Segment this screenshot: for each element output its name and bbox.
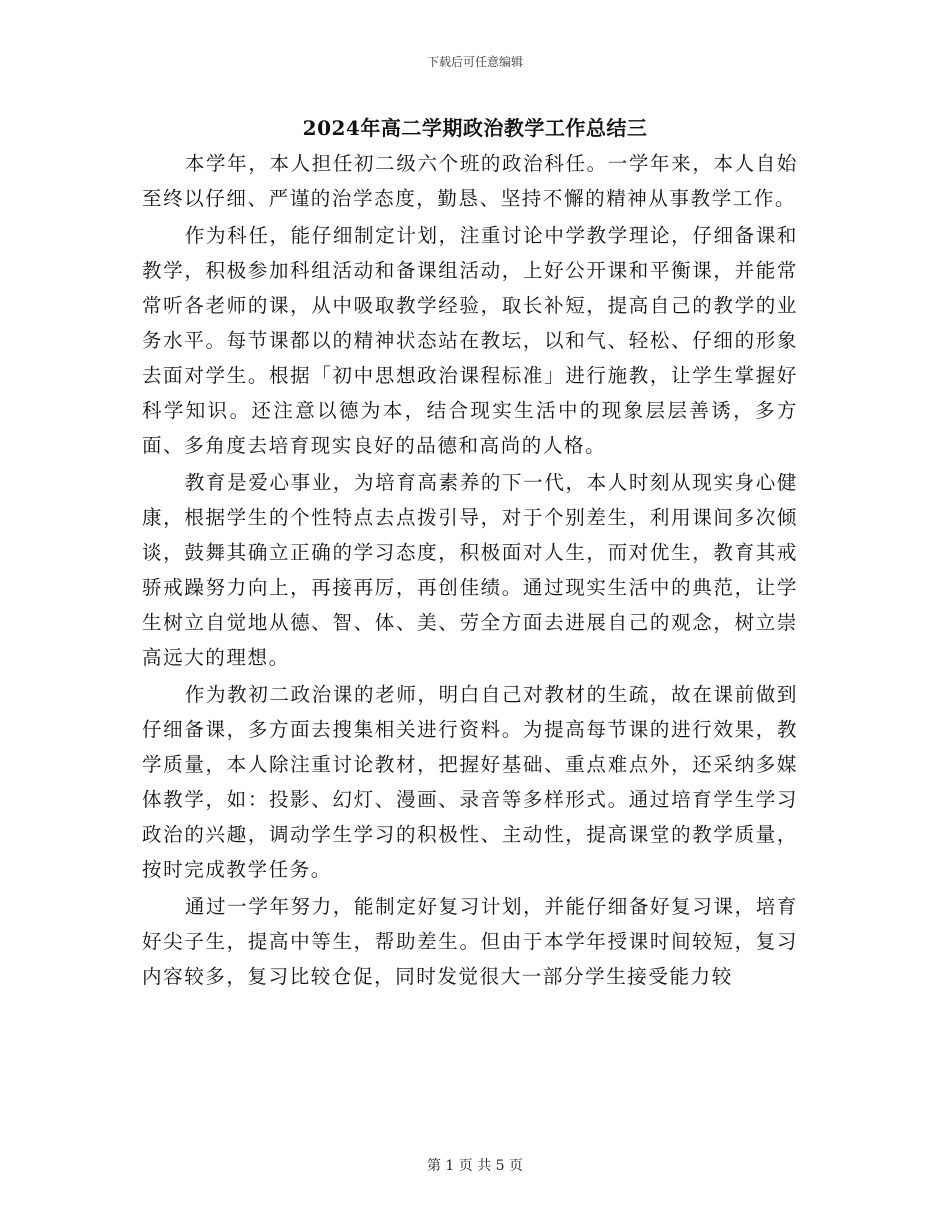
body-paragraph: 作为教初二政治课的老师，明白自己对教材的生疏，故在课前做到仔细备课，多方面去搜集相关进行资料。为提高每节课的进行效果，教学质量，本人除注重讨论教材，把握好基础、重点难点外，还采纳多媒体教学，如：投影、幻灯、漫画、录音等多样形式。通过培育学生学习政治的兴趣，调动学生学习的积极性、主动性，提高课堂的教学质量，按时完成教学任务。 — [142, 683, 798, 881]
document-body — [142, 146, 798, 996]
body-paragraph: 作为科任，能仔细制定计划，注重讨论中学教学理论，仔细备课和教学，积极参加科组活动和备课组活动，上好公开课和平衡课，并能常常听各老师的课，从中吸取教学经验，取长补短，提高自己的教学的业务水平。每节课都以的精神状态站在教坛，以和气、轻松、仔细的形象去面对学生。根据「初中思想政治课程标准」进行施教，让学生掌握好科学知识。还注意以德为本，结合现实生活中的现象层层善诱，多方面、多角度去培育现实良好的品德和高尚的人格。 — [142, 224, 798, 457]
body-paragraph: 教育是爱心事业，为培育高素养的下一代，本人时刻从现实身心健康，根据学生的个性特点去点拨引导，对于个别差生，利用课间多次倾谈，鼓舞其确立正确的学习态度，积极面对人生，而对优生，教育其戒骄戒躁努力向上，再接再厉，再创佳绩。通过现实生活中的典范，让学生树立自觉地从德、智、体、美、劳全方面去进展自己的观念，树立崇高远大的理想。 — [142, 471, 798, 669]
body-paragraph: 本学年，本人担任初二级六个班的政治科任。一学年来，本人自始至终以仔细、严谨的治学态度，勤恳、坚持不懈的精神从事教学工作。 — [142, 152, 798, 210]
page-footer-number: 第 1 页 共 5 页 — [426, 1158, 524, 1174]
document-title: 2024年高二学期政治教学工作总结三 — [302, 116, 648, 140]
body-paragraph: 通过一学年努力，能制定好复习计划，并能仔细备好复习课，培育好尖子生，提高中等生，帮助差生。但由于本学年授课时间较短，复习内容较多，复习比较仓促，同时发觉很大一部分学生接受能力较 — [142, 895, 798, 988]
page-header-note: 下载后可任意编辑 — [426, 55, 523, 69]
